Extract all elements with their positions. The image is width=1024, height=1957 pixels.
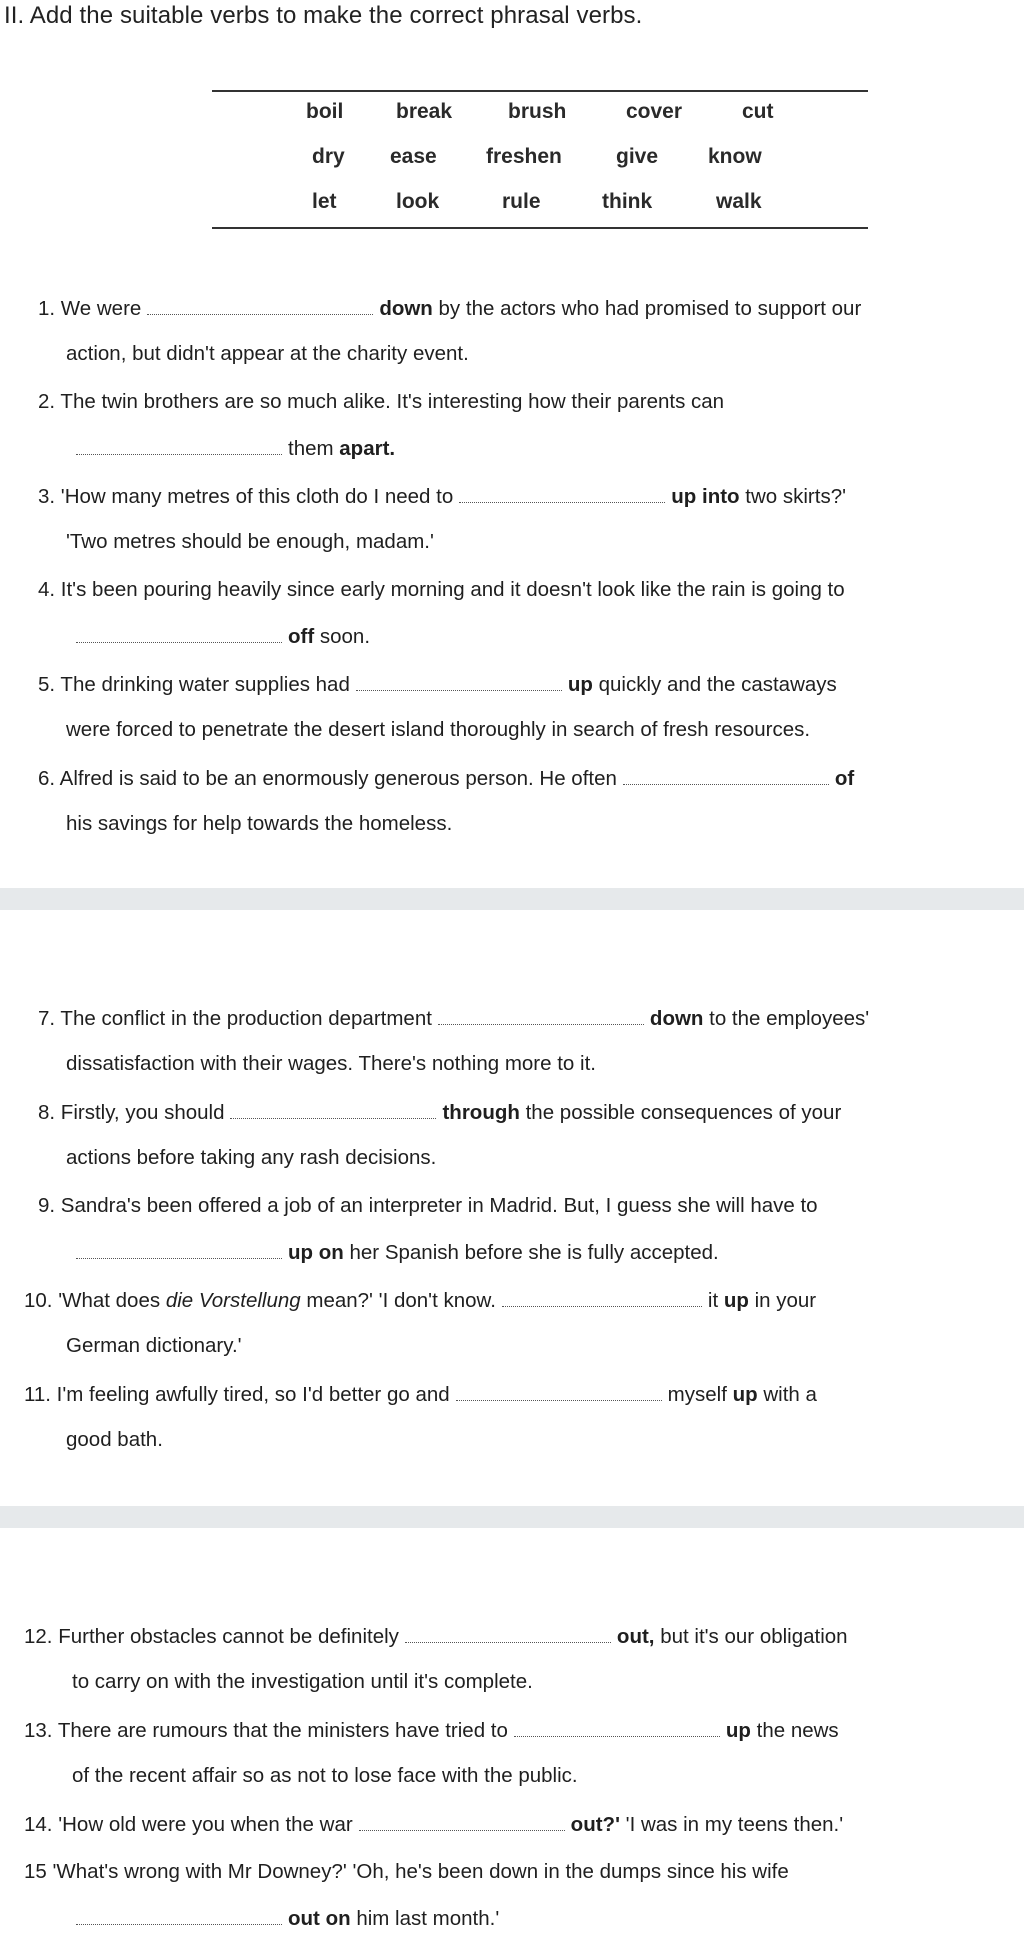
word: ease	[390, 145, 437, 168]
question-5-cont: were forced to penetrate the desert island thoroughly in search of fresh resources.	[66, 718, 811, 741]
question-4-cont	[66, 624, 370, 649]
question-text: 14. 'How old were you when the war	[24, 1813, 353, 1836]
particle: off	[288, 625, 315, 648]
particle: out?'	[570, 1813, 620, 1836]
answer-blank[interactable]	[623, 766, 829, 785]
question-13-cont: of the recent affair so as not to lose face with the public.	[72, 1764, 578, 1787]
question-text: 12. Further obstacles cannot be definitely	[24, 1625, 399, 1648]
answer-blank[interactable]	[76, 436, 282, 455]
word: freshen	[486, 145, 562, 168]
particle: through	[442, 1101, 520, 1124]
question-text: 'I was in my teens then.'	[619, 1813, 844, 1836]
question-9: 9. Sandra's been offered a job of an interpreter in Madrid. But, I guess she will have to	[38, 1194, 818, 1217]
word-row	[212, 182, 872, 227]
word: break	[396, 100, 453, 123]
answer-blank[interactable]	[230, 1100, 436, 1119]
particle: up	[723, 1289, 749, 1312]
word: rule	[502, 190, 541, 213]
question-text: soon.	[314, 625, 371, 648]
answer-blank[interactable]	[502, 1288, 702, 1307]
question-12-cont: to carry on with the investigation until it's complete.	[72, 1670, 533, 1693]
answer-blank[interactable]	[459, 484, 665, 503]
word: look	[396, 190, 440, 213]
section-divider	[0, 1506, 1024, 1528]
question-1-cont: action, but didn't appear at the charity event.	[66, 342, 469, 365]
answer-blank[interactable]	[76, 1906, 282, 1925]
question-text: mean?' 'I don't know.	[300, 1289, 496, 1312]
question-5	[38, 672, 837, 697]
question-text: it	[707, 1289, 724, 1312]
particle: down	[379, 297, 433, 320]
question-6-cont: his savings for help towards the homeless.	[66, 812, 453, 835]
word-box-bottom-rule	[212, 227, 868, 229]
foreign-phrase: die Vorstellung	[165, 1289, 301, 1312]
answer-blank[interactable]	[76, 624, 282, 643]
question-text: 3. 'How many metres of this cloth do I need to	[38, 485, 454, 508]
question-text: myself	[667, 1383, 733, 1406]
particle: of	[834, 767, 855, 790]
question-text: 5. The drinking water supplies had	[38, 673, 350, 696]
word: let	[312, 190, 337, 213]
answer-blank[interactable]	[147, 296, 373, 315]
question-text: them	[288, 437, 340, 460]
particle: up	[732, 1383, 758, 1406]
question-text: with a	[757, 1383, 817, 1406]
question-text: 8. Firstly, you should	[38, 1101, 225, 1124]
question-14	[24, 1812, 843, 1837]
question-2-cont	[66, 436, 395, 461]
word: cover	[626, 100, 683, 123]
answer-blank[interactable]	[359, 1812, 565, 1831]
question-11	[24, 1382, 817, 1407]
question-12	[24, 1624, 848, 1649]
question-3-cont: 'Two metres should be enough, madam.'	[66, 530, 434, 553]
question-text: 1. We were	[38, 297, 142, 320]
question-4: 4. It's been pouring heavily since early morning and it doesn't look like the rain is going to	[38, 578, 845, 601]
particle: apart.	[339, 437, 396, 460]
question-text: two skirts?'	[739, 485, 847, 508]
question-7-cont: dissatisfaction with their wages. There's nothing more to it.	[66, 1052, 596, 1075]
answer-blank[interactable]	[438, 1006, 644, 1025]
particle: out,	[616, 1625, 655, 1648]
particle: up on	[288, 1241, 344, 1264]
question-15: 15 'What's wrong with Mr Downey?' 'Oh, he's been down in the dumps since his wife	[24, 1860, 789, 1883]
question-text: 10. 'What does	[24, 1289, 166, 1312]
answer-blank[interactable]	[76, 1240, 282, 1259]
word: dry	[312, 145, 345, 168]
question-10	[24, 1288, 816, 1313]
word: give	[616, 145, 659, 168]
exercise-title: II. Add the suitable verbs to make the correct phrasal verbs.	[4, 2, 643, 29]
question-text: the possible consequences of your	[519, 1101, 842, 1124]
question-text: 7. The conflict in the production department	[38, 1007, 432, 1030]
question-text: 11. I'm feeling awfully tired, so I'd better go and	[24, 1383, 450, 1406]
question-8-cont: actions before taking any rash decisions.	[66, 1146, 437, 1169]
question-6	[38, 766, 854, 791]
word-box	[212, 90, 872, 229]
word-row	[212, 92, 872, 137]
question-3	[38, 484, 846, 509]
answer-blank[interactable]	[456, 1382, 662, 1401]
question-15-cont	[66, 1906, 499, 1931]
word: think	[602, 190, 653, 213]
answer-blank[interactable]	[356, 672, 562, 691]
question-text: quickly and the castaways	[592, 673, 837, 696]
particle: up	[725, 1719, 751, 1742]
section-divider	[0, 888, 1024, 910]
question-text: her Spanish before she is fully accepted.	[343, 1241, 719, 1264]
question-11-cont: good bath.	[66, 1428, 163, 1451]
particle: up	[567, 673, 593, 696]
word: know	[708, 145, 762, 168]
question-text: by the actors who had promised to support our	[432, 297, 862, 320]
answer-blank[interactable]	[514, 1718, 720, 1737]
question-text: 6. Alfred is said to be an enormously generous person. He often	[38, 767, 617, 790]
word: boil	[306, 100, 344, 123]
question-2: 2. The twin brothers are so much alike. It's interesting how their parents can	[38, 390, 725, 413]
particle: out on	[288, 1907, 351, 1930]
word-row	[212, 137, 872, 182]
question-text: the news	[750, 1719, 839, 1742]
word: brush	[508, 100, 567, 123]
question-text: 13. There are rumours that the ministers have tried to	[24, 1719, 508, 1742]
question-10-cont: German dictionary.'	[66, 1334, 242, 1357]
question-13	[24, 1718, 839, 1743]
word: cut	[742, 100, 774, 123]
answer-blank[interactable]	[405, 1624, 611, 1643]
question-1	[38, 296, 861, 321]
particle: down	[649, 1007, 704, 1030]
question-9-cont	[66, 1240, 719, 1265]
question-8	[38, 1100, 841, 1125]
question-text: but it's our obligation	[654, 1625, 848, 1648]
question-7	[38, 1006, 869, 1031]
particle: up into	[671, 485, 740, 508]
word: walk	[716, 190, 762, 213]
question-text: him last month.'	[350, 1907, 500, 1930]
question-text: to the employees'	[703, 1007, 870, 1030]
question-text: in your	[748, 1289, 817, 1312]
